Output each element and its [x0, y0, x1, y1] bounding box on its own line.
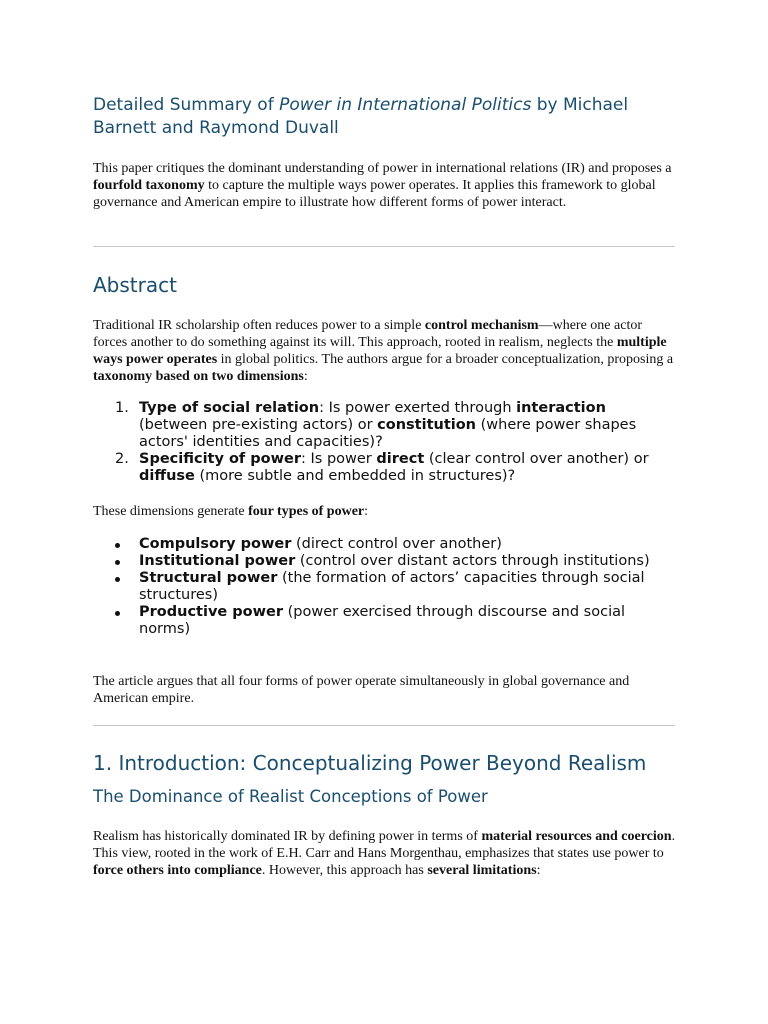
bullet-icon [115, 560, 120, 565]
subsection-heading: The Dominance of Realist Conceptions of Power [93, 787, 488, 806]
list-item: Compulsory power (direct control over another) [93, 536, 677, 553]
abstract-heading: Abstract [93, 273, 177, 297]
bullet-icon [115, 611, 120, 616]
types-intro-paragraph: These dimensions generate four types of power: [93, 504, 369, 519]
intro-paragraph: This paper critiques the dominant understanding of power in international relations (IR) and proposes a fourfold taxonomy to capture the multiple ways power operates. It applies this framework to global governance and American empire to illustrate how different forms of power interact. [93, 161, 672, 210]
title-italic: Power in International Politics [279, 95, 532, 115]
abstract-paragraph: Traditional IR scholarship often reduces power to a simple control mechanism—where one actor forces another to do something against its will. This approach, rooted in realism, neglects the multiple ways power operates in global politics. The authors argue for a broader conceptualization, proposing a taxonomy based on two dimensions: [93, 318, 674, 384]
list-item: Structural power (the formation of actors’ capacities through social structures) [93, 570, 677, 604]
section-paragraph: Realism has historically dominated IR by defining power in terms of material resources and coercion. This view, rooted in the work of E.H. Carr and Hans Morgenthau, emphasizes that states use power to force others into compliance. However, this approach has several limitations: [93, 829, 676, 878]
abstract-conclusion-paragraph: The article argues that all four forms of power operate simultaneously in global governance and American empire. [93, 674, 630, 706]
section-divider [93, 725, 675, 726]
bullet-icon [115, 543, 120, 548]
list-item: 1. Type of social relation: Is power exerted through interaction (between pre-existing actors) or constitution (where power shapes actors' identities and capacities)? [115, 400, 637, 450]
section-divider [93, 246, 675, 247]
list-item: 2. Specificity of power: Is power direct (clear control over another) or diffuse (more subtle and embedded in structures)? [115, 451, 649, 484]
power-types-list [93, 536, 677, 638]
list-item: Productive power (power exercised through discourse and social norms) [93, 604, 677, 638]
dimensions-list [93, 400, 677, 485]
list-item: Institutional power (control over distant actors through institutions) [93, 553, 677, 570]
bullet-icon [115, 577, 120, 582]
document-title: Detailed Summary of Power in International Politics by Michael Barnett and Raymond Duvall [93, 95, 629, 138]
section-heading: 1. Introduction: Conceptualizing Power Beyond Realism [93, 751, 647, 775]
